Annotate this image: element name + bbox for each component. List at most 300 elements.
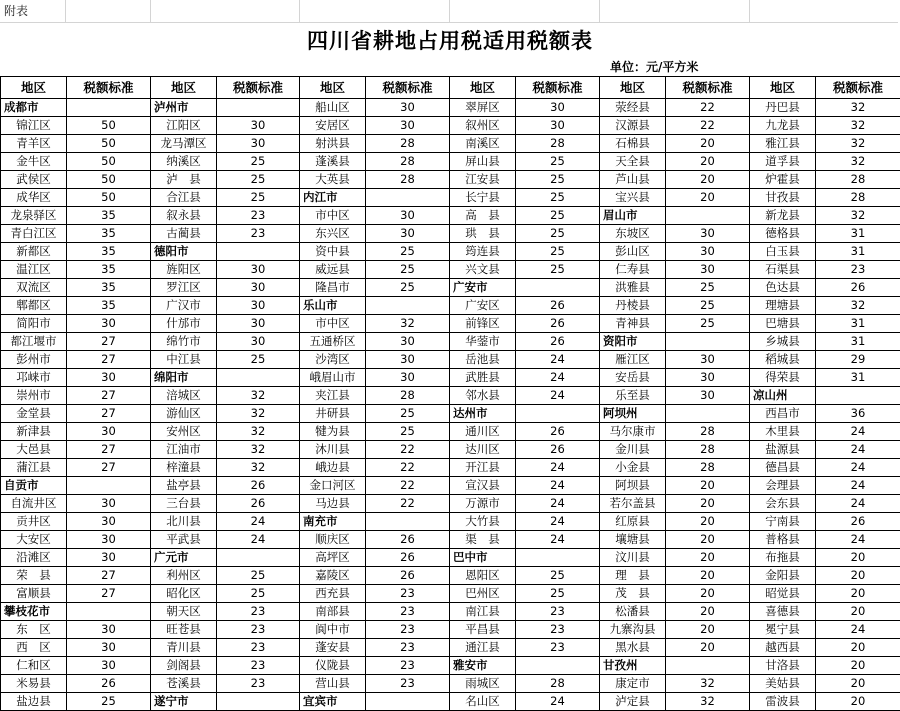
region-name[interactable]: 甘洛县 bbox=[750, 657, 816, 675]
region-name[interactable]: 恩阳区 bbox=[450, 567, 516, 585]
region-name[interactable]: 双流区 bbox=[1, 279, 67, 297]
region-name[interactable]: 芦山县 bbox=[600, 171, 666, 189]
rate-value[interactable]: 20 bbox=[666, 531, 750, 549]
rate-value[interactable]: 25 bbox=[516, 225, 600, 243]
city-heading[interactable]: 阿坝州 bbox=[600, 405, 666, 423]
region-name[interactable]: 昭化区 bbox=[151, 585, 217, 603]
rate-value[interactable]: 28 bbox=[666, 459, 750, 477]
region-name[interactable]: 贡井区 bbox=[1, 513, 67, 531]
region-name[interactable]: 北川县 bbox=[151, 513, 217, 531]
city-heading[interactable]: 德阳市 bbox=[151, 243, 217, 261]
rate-value[interactable]: 23 bbox=[217, 603, 300, 621]
empty-cell[interactable] bbox=[217, 243, 300, 261]
region-name[interactable]: 天全县 bbox=[600, 153, 666, 171]
rate-value[interactable]: 23 bbox=[516, 621, 600, 639]
region-name[interactable]: 木里县 bbox=[750, 423, 816, 441]
region-name[interactable]: 游仙区 bbox=[151, 405, 217, 423]
region-name[interactable]: 叙永县 bbox=[151, 207, 217, 225]
empty-cell[interactable] bbox=[816, 387, 900, 405]
region-name[interactable]: 美姑县 bbox=[750, 675, 816, 693]
rate-value[interactable]: 32 bbox=[217, 459, 300, 477]
region-name[interactable]: 射洪县 bbox=[300, 135, 366, 153]
region-name[interactable]: 白玉县 bbox=[750, 243, 816, 261]
rate-value[interactable]: 20 bbox=[816, 549, 900, 567]
region-name[interactable]: 犍为县 bbox=[300, 423, 366, 441]
city-heading[interactable]: 达州市 bbox=[450, 405, 516, 423]
city-heading[interactable]: 自贡市 bbox=[1, 477, 67, 495]
rate-value[interactable]: 26 bbox=[366, 567, 450, 585]
empty-cell[interactable] bbox=[67, 477, 151, 495]
header-region[interactable]: 地区 bbox=[151, 77, 217, 99]
region-name[interactable]: 洪雅县 bbox=[600, 279, 666, 297]
rate-value[interactable]: 26 bbox=[516, 315, 600, 333]
region-name[interactable]: 沐川县 bbox=[300, 441, 366, 459]
region-name[interactable]: 荥经县 bbox=[600, 99, 666, 117]
rate-value[interactable]: 25 bbox=[366, 423, 450, 441]
region-name[interactable]: 黑水县 bbox=[600, 639, 666, 657]
rate-value[interactable]: 24 bbox=[816, 495, 900, 513]
region-name[interactable]: 大邑县 bbox=[1, 441, 67, 459]
region-name[interactable]: 青白江区 bbox=[1, 225, 67, 243]
rate-value[interactable]: 32 bbox=[666, 693, 750, 711]
rate-value[interactable]: 20 bbox=[666, 153, 750, 171]
empty-cell[interactable] bbox=[666, 657, 750, 675]
rate-value[interactable]: 20 bbox=[666, 513, 750, 531]
rate-value[interactable]: 35 bbox=[67, 297, 151, 315]
rate-value[interactable]: 30 bbox=[217, 333, 300, 351]
region-name[interactable]: 雨城区 bbox=[450, 675, 516, 693]
rate-value[interactable]: 30 bbox=[67, 369, 151, 387]
rate-value[interactable]: 30 bbox=[217, 261, 300, 279]
region-name[interactable]: 丹巴县 bbox=[750, 99, 816, 117]
rate-value[interactable]: 32 bbox=[366, 315, 450, 333]
rate-value[interactable]: 50 bbox=[67, 117, 151, 135]
rate-value[interactable]: 22 bbox=[366, 495, 450, 513]
region-name[interactable]: 剑阁县 bbox=[151, 657, 217, 675]
rate-value[interactable]: 24 bbox=[816, 531, 900, 549]
region-name[interactable]: 中江县 bbox=[151, 351, 217, 369]
region-name[interactable]: 崇州市 bbox=[1, 387, 67, 405]
region-name[interactable]: 郫都区 bbox=[1, 297, 67, 315]
rate-value[interactable]: 25 bbox=[516, 585, 600, 603]
rate-value[interactable]: 25 bbox=[516, 189, 600, 207]
rate-value[interactable]: 20 bbox=[666, 639, 750, 657]
rate-value[interactable]: 25 bbox=[516, 243, 600, 261]
region-name[interactable]: 彭州市 bbox=[1, 351, 67, 369]
header-rate[interactable]: 税额标准 bbox=[366, 77, 450, 99]
region-name[interactable]: 锦江区 bbox=[1, 117, 67, 135]
rate-value[interactable]: 25 bbox=[217, 585, 300, 603]
rate-value[interactable]: 50 bbox=[67, 135, 151, 153]
region-name[interactable]: 宝兴县 bbox=[600, 189, 666, 207]
region-name[interactable]: 邻水县 bbox=[450, 387, 516, 405]
rate-value[interactable]: 20 bbox=[666, 189, 750, 207]
region-name[interactable]: 雷波县 bbox=[750, 693, 816, 711]
rate-value[interactable]: 20 bbox=[666, 585, 750, 603]
region-name[interactable]: 金堂县 bbox=[1, 405, 67, 423]
rate-value[interactable]: 24 bbox=[217, 513, 300, 531]
region-name[interactable]: 大英县 bbox=[300, 171, 366, 189]
city-heading[interactable]: 成都市 bbox=[1, 99, 67, 117]
region-name[interactable]: 马边县 bbox=[300, 495, 366, 513]
region-name[interactable]: 乡城县 bbox=[750, 333, 816, 351]
rate-value[interactable]: 24 bbox=[516, 513, 600, 531]
region-name[interactable]: 珙 县 bbox=[450, 225, 516, 243]
region-name[interactable]: 通川区 bbox=[450, 423, 516, 441]
header-region[interactable]: 地区 bbox=[600, 77, 666, 99]
region-name[interactable]: 叙州区 bbox=[450, 117, 516, 135]
region-name[interactable]: 盐源县 bbox=[750, 441, 816, 459]
rate-value[interactable]: 30 bbox=[217, 279, 300, 297]
rate-value[interactable]: 28 bbox=[516, 675, 600, 693]
city-heading[interactable]: 宜宾市 bbox=[300, 693, 366, 711]
rate-value[interactable]: 26 bbox=[217, 477, 300, 495]
region-name[interactable]: 蓬溪县 bbox=[300, 153, 366, 171]
region-name[interactable]: 市中区 bbox=[300, 315, 366, 333]
rate-value[interactable]: 32 bbox=[217, 441, 300, 459]
rate-value[interactable]: 30 bbox=[217, 297, 300, 315]
rate-value[interactable]: 26 bbox=[516, 441, 600, 459]
region-name[interactable]: 金川县 bbox=[600, 441, 666, 459]
rate-value[interactable]: 27 bbox=[67, 351, 151, 369]
region-name[interactable]: 理塘县 bbox=[750, 297, 816, 315]
rate-value[interactable]: 27 bbox=[67, 585, 151, 603]
rate-value[interactable]: 30 bbox=[67, 531, 151, 549]
empty-cell[interactable] bbox=[67, 99, 151, 117]
rate-value[interactable]: 31 bbox=[816, 225, 900, 243]
region-name[interactable]: 巴州区 bbox=[450, 585, 516, 603]
rate-value[interactable]: 31 bbox=[816, 243, 900, 261]
region-name[interactable]: 雁江区 bbox=[600, 351, 666, 369]
empty-cell[interactable] bbox=[366, 513, 450, 531]
rate-value[interactable]: 30 bbox=[67, 495, 151, 513]
empty-cell[interactable] bbox=[217, 549, 300, 567]
rate-value[interactable]: 23 bbox=[217, 207, 300, 225]
rate-value[interactable]: 35 bbox=[67, 279, 151, 297]
region-name[interactable]: 布拖县 bbox=[750, 549, 816, 567]
region-name[interactable]: 三台县 bbox=[151, 495, 217, 513]
header-rate[interactable]: 税额标准 bbox=[816, 77, 900, 99]
region-name[interactable]: 宁南县 bbox=[750, 513, 816, 531]
region-name[interactable]: 壤塘县 bbox=[600, 531, 666, 549]
rate-value[interactable]: 30 bbox=[366, 351, 450, 369]
rate-value[interactable]: 32 bbox=[816, 207, 900, 225]
rate-value[interactable]: 26 bbox=[516, 297, 600, 315]
rate-value[interactable]: 30 bbox=[366, 117, 450, 135]
rate-value[interactable]: 26 bbox=[366, 549, 450, 567]
region-name[interactable]: 宣汉县 bbox=[450, 477, 516, 495]
empty-cell[interactable] bbox=[217, 693, 300, 711]
region-name[interactable]: 仁和区 bbox=[1, 657, 67, 675]
region-name[interactable]: 会东县 bbox=[750, 495, 816, 513]
city-heading[interactable]: 凉山州 bbox=[750, 387, 816, 405]
rate-value[interactable]: 22 bbox=[366, 441, 450, 459]
rate-value[interactable]: 25 bbox=[666, 315, 750, 333]
region-name[interactable]: 大竹县 bbox=[450, 513, 516, 531]
rate-value[interactable]: 30 bbox=[67, 315, 151, 333]
region-name[interactable]: 雅江县 bbox=[750, 135, 816, 153]
rate-value[interactable]: 23 bbox=[516, 639, 600, 657]
region-name[interactable]: 兴文县 bbox=[450, 261, 516, 279]
region-name[interactable]: 筠连县 bbox=[450, 243, 516, 261]
rate-value[interactable]: 23 bbox=[516, 603, 600, 621]
region-name[interactable]: 安居区 bbox=[300, 117, 366, 135]
rate-value[interactable]: 32 bbox=[816, 99, 900, 117]
empty-cell[interactable] bbox=[516, 405, 600, 423]
city-heading[interactable]: 广元市 bbox=[151, 549, 217, 567]
region-name[interactable]: 龙马潭区 bbox=[151, 135, 217, 153]
empty-cell[interactable] bbox=[217, 369, 300, 387]
rate-value[interactable]: 20 bbox=[666, 135, 750, 153]
region-name[interactable]: 道孚县 bbox=[750, 153, 816, 171]
region-name[interactable]: 岳池县 bbox=[450, 351, 516, 369]
region-name[interactable]: 广安区 bbox=[450, 297, 516, 315]
region-name[interactable]: 蓬安县 bbox=[300, 639, 366, 657]
region-name[interactable]: 井研县 bbox=[300, 405, 366, 423]
region-name[interactable]: 西充县 bbox=[300, 585, 366, 603]
rate-value[interactable]: 32 bbox=[217, 387, 300, 405]
region-name[interactable]: 东兴区 bbox=[300, 225, 366, 243]
rate-value[interactable]: 20 bbox=[666, 603, 750, 621]
rate-value[interactable]: 23 bbox=[366, 675, 450, 693]
rate-value[interactable]: 25 bbox=[217, 171, 300, 189]
rate-value[interactable]: 25 bbox=[516, 567, 600, 585]
region-name[interactable]: 顺庆区 bbox=[300, 531, 366, 549]
rate-value[interactable]: 20 bbox=[666, 621, 750, 639]
rate-value[interactable]: 25 bbox=[666, 279, 750, 297]
region-name[interactable]: 渠 县 bbox=[450, 531, 516, 549]
region-name[interactable]: 威远县 bbox=[300, 261, 366, 279]
rate-value[interactable]: 27 bbox=[67, 567, 151, 585]
header-region[interactable]: 地区 bbox=[1, 77, 67, 99]
region-name[interactable]: 沿滩区 bbox=[1, 549, 67, 567]
rate-value[interactable]: 28 bbox=[816, 189, 900, 207]
region-name[interactable]: 万源市 bbox=[450, 495, 516, 513]
region-name[interactable]: 都江堰市 bbox=[1, 333, 67, 351]
region-name[interactable]: 荣 县 bbox=[1, 567, 67, 585]
region-name[interactable]: 小金县 bbox=[600, 459, 666, 477]
rate-value[interactable]: 26 bbox=[516, 423, 600, 441]
rate-value[interactable]: 20 bbox=[666, 171, 750, 189]
rate-value[interactable]: 35 bbox=[67, 261, 151, 279]
rate-value[interactable]: 32 bbox=[816, 135, 900, 153]
city-heading[interactable]: 内江市 bbox=[300, 189, 366, 207]
city-heading[interactable]: 泸州市 bbox=[151, 99, 217, 117]
header-rate[interactable]: 税额标准 bbox=[516, 77, 600, 99]
region-name[interactable]: 乐至县 bbox=[600, 387, 666, 405]
region-name[interactable]: 德格县 bbox=[750, 225, 816, 243]
region-name[interactable]: 广汉市 bbox=[151, 297, 217, 315]
rate-value[interactable]: 32 bbox=[217, 405, 300, 423]
region-name[interactable]: 隆昌市 bbox=[300, 279, 366, 297]
rate-value[interactable]: 27 bbox=[67, 405, 151, 423]
region-name[interactable]: 会理县 bbox=[750, 477, 816, 495]
region-name[interactable]: 巴塘县 bbox=[750, 315, 816, 333]
rate-value[interactable]: 25 bbox=[67, 693, 151, 711]
empty-cell[interactable] bbox=[516, 657, 600, 675]
empty-cell[interactable] bbox=[516, 549, 600, 567]
rate-value[interactable]: 20 bbox=[816, 585, 900, 603]
rate-value[interactable]: 25 bbox=[366, 279, 450, 297]
rate-value[interactable]: 30 bbox=[666, 225, 750, 243]
region-name[interactable]: 马尔康市 bbox=[600, 423, 666, 441]
empty-cell[interactable] bbox=[67, 603, 151, 621]
rate-value[interactable]: 30 bbox=[666, 387, 750, 405]
rate-value[interactable]: 28 bbox=[366, 153, 450, 171]
rate-value[interactable]: 27 bbox=[67, 459, 151, 477]
rate-value[interactable]: 24 bbox=[816, 621, 900, 639]
rate-value[interactable]: 32 bbox=[816, 117, 900, 135]
rate-value[interactable]: 30 bbox=[366, 207, 450, 225]
rate-value[interactable]: 30 bbox=[666, 351, 750, 369]
rate-value[interactable]: 27 bbox=[67, 441, 151, 459]
city-heading[interactable]: 攀枝花市 bbox=[1, 603, 67, 621]
empty-cell[interactable] bbox=[217, 99, 300, 117]
region-name[interactable]: 峨边县 bbox=[300, 459, 366, 477]
region-name[interactable]: 开江县 bbox=[450, 459, 516, 477]
rate-value[interactable]: 30 bbox=[516, 99, 600, 117]
rate-value[interactable]: 23 bbox=[816, 261, 900, 279]
region-name[interactable]: 利州区 bbox=[151, 567, 217, 585]
rate-value[interactable]: 24 bbox=[516, 531, 600, 549]
region-name[interactable]: 峨眉山市 bbox=[300, 369, 366, 387]
region-name[interactable]: 红原县 bbox=[600, 513, 666, 531]
region-name[interactable]: 前锋区 bbox=[450, 315, 516, 333]
city-heading[interactable]: 广安市 bbox=[450, 279, 516, 297]
region-name[interactable]: 南溪区 bbox=[450, 135, 516, 153]
region-name[interactable]: 稻城县 bbox=[750, 351, 816, 369]
rate-value[interactable]: 30 bbox=[366, 369, 450, 387]
rate-value[interactable]: 20 bbox=[816, 657, 900, 675]
region-name[interactable]: 市中区 bbox=[300, 207, 366, 225]
region-name[interactable]: 安岳县 bbox=[600, 369, 666, 387]
rate-value[interactable]: 24 bbox=[516, 387, 600, 405]
region-name[interactable]: 温江区 bbox=[1, 261, 67, 279]
rate-value[interactable]: 23 bbox=[366, 585, 450, 603]
region-name[interactable]: 盐亭县 bbox=[151, 477, 217, 495]
rate-value[interactable]: 27 bbox=[67, 333, 151, 351]
rate-value[interactable]: 25 bbox=[217, 153, 300, 171]
region-name[interactable]: 丹棱县 bbox=[600, 297, 666, 315]
rate-value[interactable]: 30 bbox=[366, 99, 450, 117]
empty-cell[interactable] bbox=[666, 405, 750, 423]
region-name[interactable]: 甘孜县 bbox=[750, 189, 816, 207]
city-heading[interactable]: 雅安市 bbox=[450, 657, 516, 675]
region-name[interactable]: 彭山区 bbox=[600, 243, 666, 261]
rate-value[interactable]: 20 bbox=[666, 495, 750, 513]
region-name[interactable]: 翠屏区 bbox=[450, 99, 516, 117]
region-name[interactable]: 成华区 bbox=[1, 189, 67, 207]
region-name[interactable]: 越西县 bbox=[750, 639, 816, 657]
region-name[interactable]: 朝天区 bbox=[151, 603, 217, 621]
region-name[interactable]: 武胜县 bbox=[450, 369, 516, 387]
header-rate[interactable]: 税额标准 bbox=[217, 77, 300, 99]
rate-value[interactable]: 24 bbox=[816, 477, 900, 495]
region-name[interactable]: 武侯区 bbox=[1, 171, 67, 189]
rate-value[interactable]: 30 bbox=[217, 135, 300, 153]
region-name[interactable]: 高 县 bbox=[450, 207, 516, 225]
rate-value[interactable]: 23 bbox=[217, 657, 300, 675]
rate-value[interactable]: 23 bbox=[366, 639, 450, 657]
rate-value[interactable]: 20 bbox=[666, 549, 750, 567]
region-name[interactable]: 沙湾区 bbox=[300, 351, 366, 369]
region-name[interactable]: 古蔺县 bbox=[151, 225, 217, 243]
rate-value[interactable]: 28 bbox=[666, 441, 750, 459]
region-name[interactable]: 东 区 bbox=[1, 621, 67, 639]
rate-value[interactable]: 20 bbox=[666, 567, 750, 585]
rate-value[interactable]: 27 bbox=[67, 387, 151, 405]
region-name[interactable]: 江安县 bbox=[450, 171, 516, 189]
city-heading[interactable]: 遂宁市 bbox=[151, 693, 217, 711]
rate-value[interactable]: 26 bbox=[217, 495, 300, 513]
region-name[interactable]: 德昌县 bbox=[750, 459, 816, 477]
rate-value[interactable]: 30 bbox=[67, 423, 151, 441]
rate-value[interactable]: 28 bbox=[366, 171, 450, 189]
region-name[interactable]: 长宁县 bbox=[450, 189, 516, 207]
rate-value[interactable]: 35 bbox=[67, 207, 151, 225]
region-name[interactable]: 西昌市 bbox=[750, 405, 816, 423]
rate-value[interactable]: 22 bbox=[366, 477, 450, 495]
region-name[interactable]: 邛崃市 bbox=[1, 369, 67, 387]
region-name[interactable]: 梓潼县 bbox=[151, 459, 217, 477]
rate-value[interactable]: 25 bbox=[516, 171, 600, 189]
rate-value[interactable]: 25 bbox=[516, 207, 600, 225]
rate-value[interactable]: 28 bbox=[366, 387, 450, 405]
region-name[interactable]: 船山区 bbox=[300, 99, 366, 117]
rate-value[interactable]: 24 bbox=[516, 477, 600, 495]
header-rate[interactable]: 税额标准 bbox=[67, 77, 151, 99]
rate-value[interactable]: 26 bbox=[816, 513, 900, 531]
city-heading[interactable]: 南充市 bbox=[300, 513, 366, 531]
region-name[interactable]: 绵竹市 bbox=[151, 333, 217, 351]
rate-value[interactable]: 24 bbox=[516, 495, 600, 513]
region-name[interactable]: 昭觉县 bbox=[750, 585, 816, 603]
region-name[interactable]: 旌阳区 bbox=[151, 261, 217, 279]
rate-value[interactable]: 24 bbox=[217, 531, 300, 549]
city-heading[interactable]: 绵阳市 bbox=[151, 369, 217, 387]
region-name[interactable]: 阆中市 bbox=[300, 621, 366, 639]
rate-value[interactable]: 35 bbox=[67, 243, 151, 261]
rate-value[interactable]: 23 bbox=[217, 225, 300, 243]
appendix-label[interactable]: 附表 bbox=[0, 0, 66, 22]
rate-value[interactable]: 25 bbox=[516, 153, 600, 171]
region-name[interactable]: 新津县 bbox=[1, 423, 67, 441]
rate-value[interactable]: 28 bbox=[366, 135, 450, 153]
rate-value[interactable]: 26 bbox=[67, 675, 151, 693]
rate-value[interactable]: 24 bbox=[516, 369, 600, 387]
header-region[interactable]: 地区 bbox=[450, 77, 516, 99]
empty-cell[interactable] bbox=[516, 279, 600, 297]
rate-value[interactable]: 24 bbox=[516, 351, 600, 369]
region-name[interactable]: 什邡市 bbox=[151, 315, 217, 333]
region-name[interactable]: 旺苍县 bbox=[151, 621, 217, 639]
rate-value[interactable]: 26 bbox=[366, 531, 450, 549]
region-name[interactable]: 炉霍县 bbox=[750, 171, 816, 189]
header-region[interactable]: 地区 bbox=[750, 77, 816, 99]
region-name[interactable]: 平昌县 bbox=[450, 621, 516, 639]
city-heading[interactable]: 眉山市 bbox=[600, 207, 666, 225]
empty-cell[interactable] bbox=[666, 207, 750, 225]
rate-value[interactable]: 25 bbox=[516, 261, 600, 279]
region-name[interactable]: 冕宁县 bbox=[750, 621, 816, 639]
region-name[interactable]: 龙泉驿区 bbox=[1, 207, 67, 225]
rate-value[interactable]: 28 bbox=[516, 135, 600, 153]
region-name[interactable]: 若尔盖县 bbox=[600, 495, 666, 513]
city-heading[interactable]: 资阳市 bbox=[600, 333, 666, 351]
rate-value[interactable]: 25 bbox=[366, 243, 450, 261]
rate-value[interactable]: 30 bbox=[666, 243, 750, 261]
region-name[interactable]: 纳溪区 bbox=[151, 153, 217, 171]
